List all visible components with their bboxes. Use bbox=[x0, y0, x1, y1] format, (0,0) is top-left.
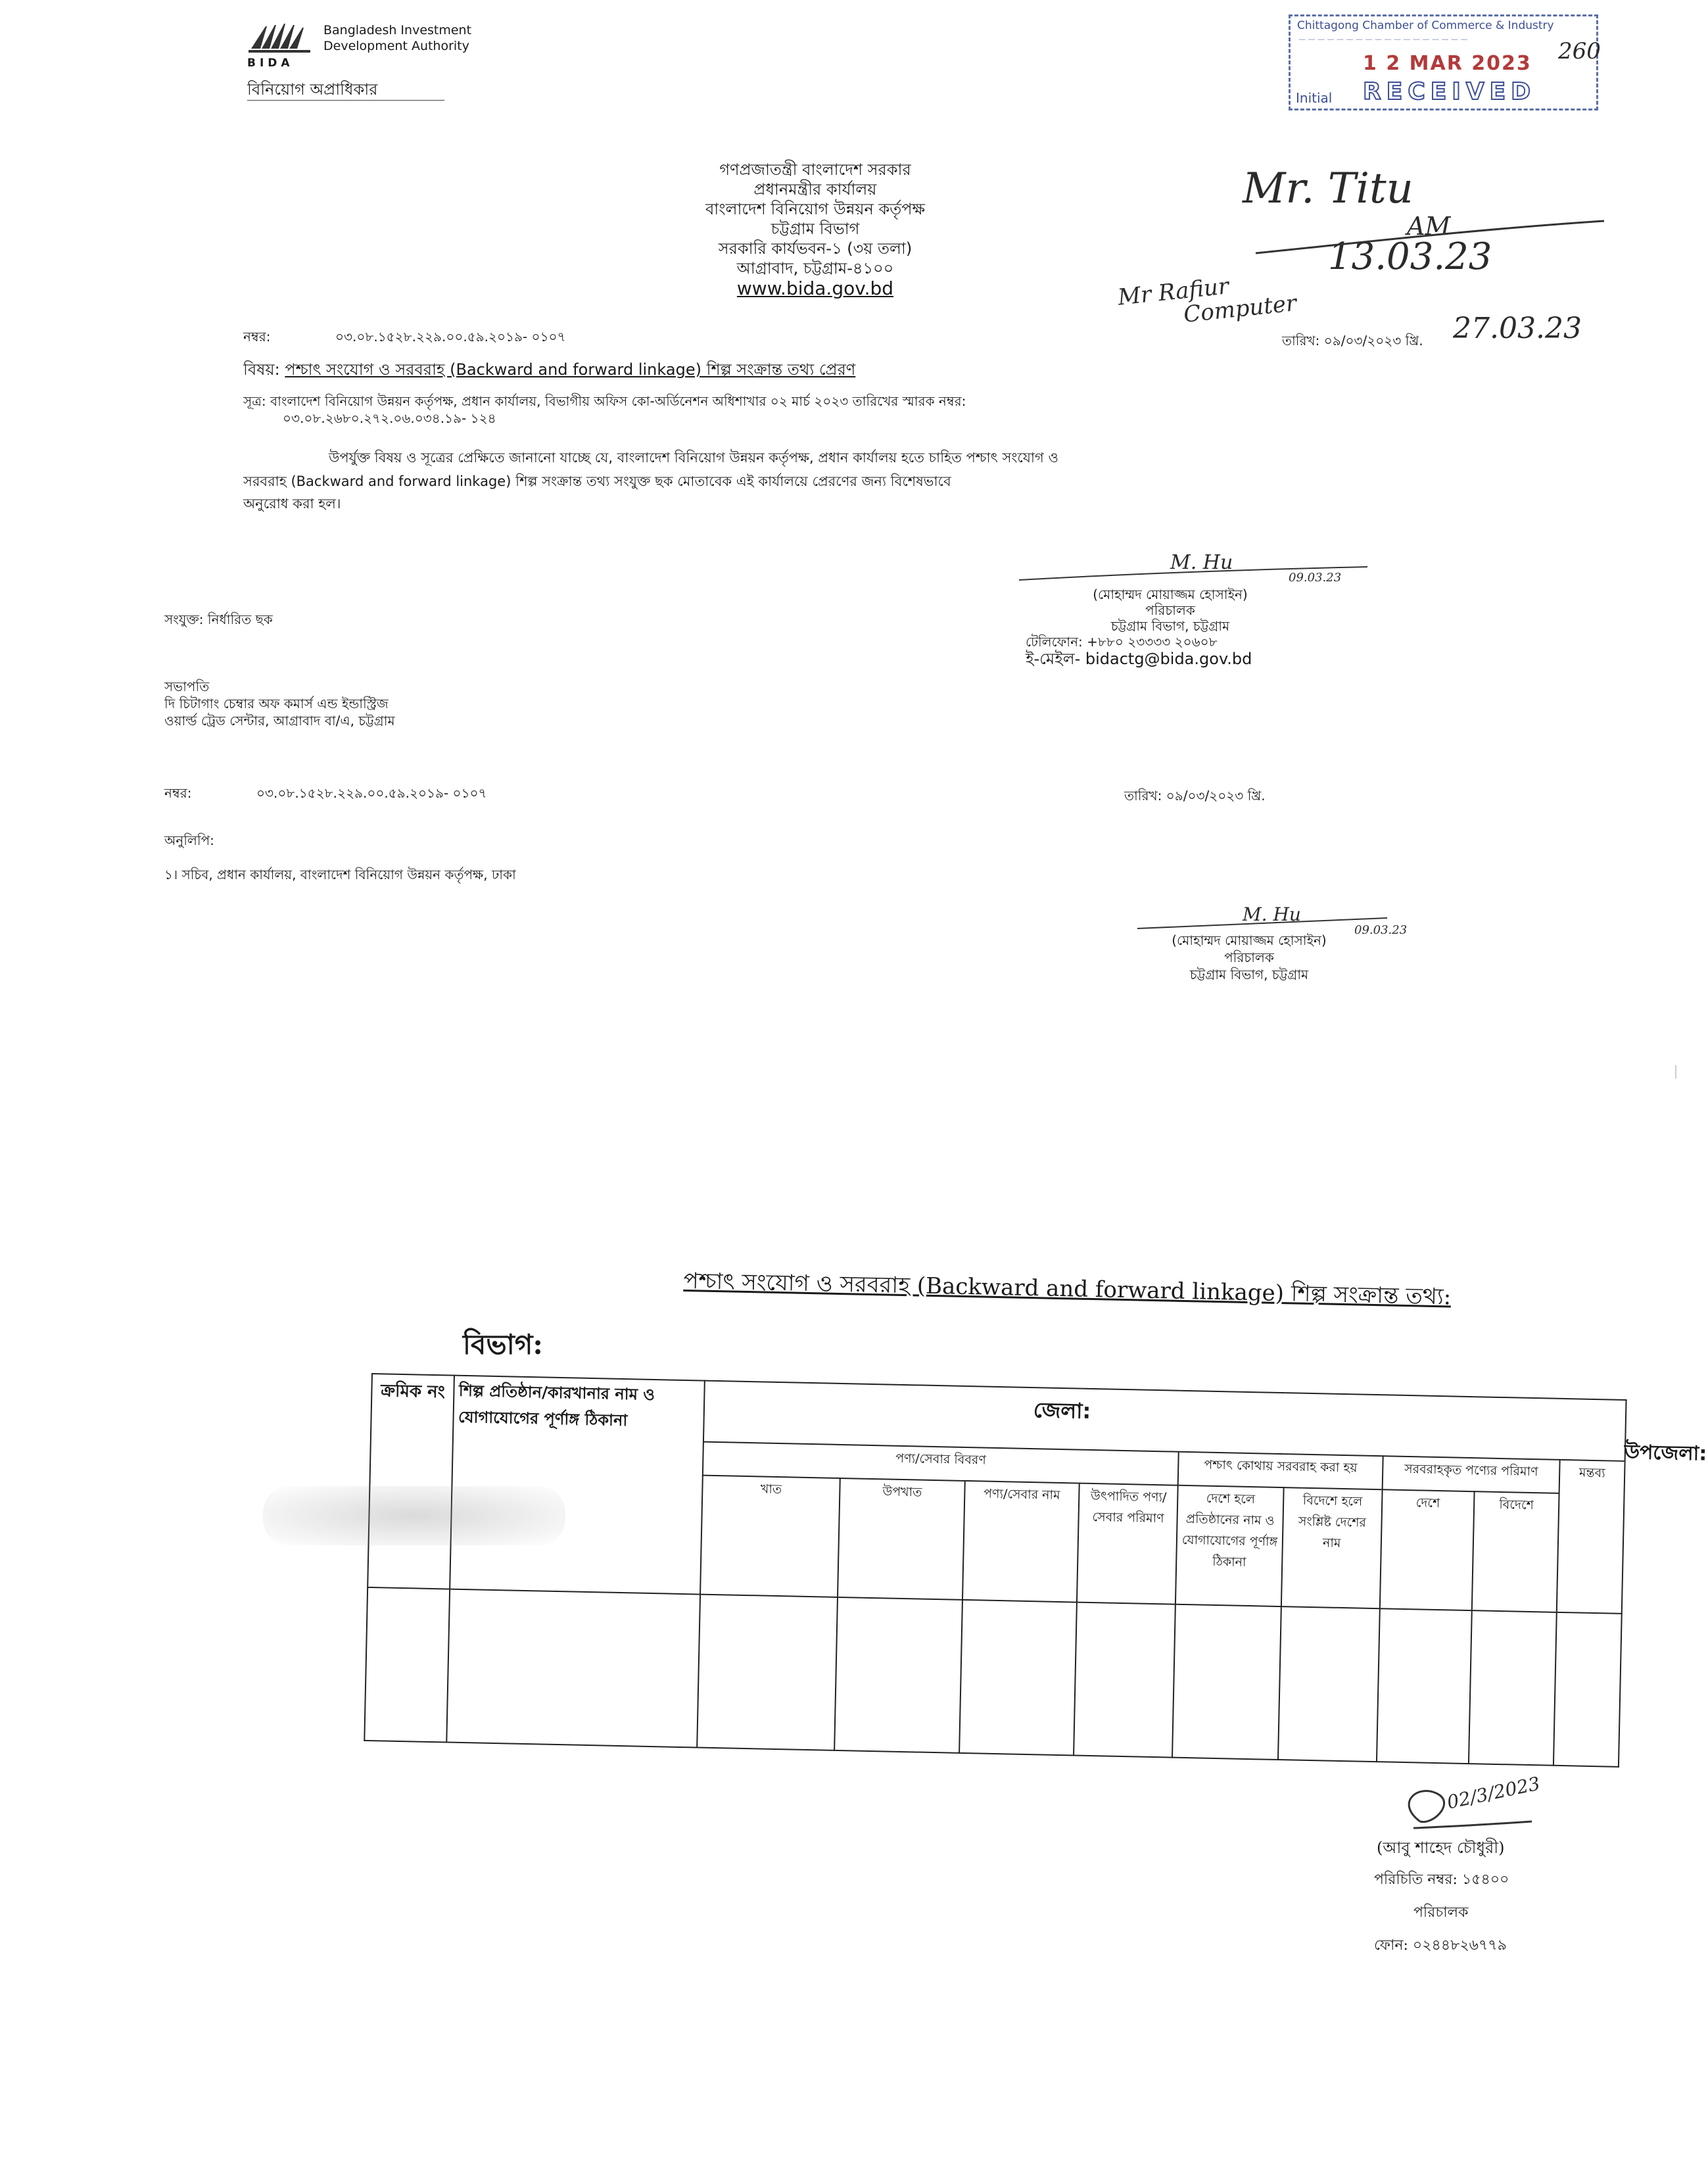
copy-label: অনুলিপি: bbox=[164, 832, 214, 848]
stamp-date: 1 2 MAR 2023 bbox=[1363, 52, 1532, 75]
col-qty-domestic-header: দেশে bbox=[1380, 1489, 1475, 1610]
header-line-5: সরকারি কার্যভবন-১ (৩য় তলা) bbox=[718, 239, 913, 258]
handwritten-date-1: 13.03.23 bbox=[1328, 235, 1492, 278]
signature-1-name: (মোহাম্মদ মোয়াজ্জম হোসাইন) bbox=[1093, 587, 1248, 602]
col-establishment-header: শিল্প প্রতিষ্ঠান/কারখানার নাম ও যোগাযোগের পূর্ণাঙ্গ ঠিকানা bbox=[450, 1376, 705, 1595]
handwritten-name-1: Mr. Titu bbox=[1243, 164, 1413, 213]
reference-line-2: ০৩.০৮.২৬৮০.২৭২.০৬.০৩৪.১৯- ১২৪ bbox=[283, 410, 496, 426]
form-cell[interactable] bbox=[447, 1589, 700, 1747]
col-remarks-header: মন্তব্য bbox=[1557, 1460, 1625, 1613]
bida-logo-icon bbox=[247, 22, 312, 55]
col-domestic-header: দেশে হলে প্রতিষ্ঠানের নাম ও যোগাযোগের পূর্ণাঙ্গ ঠিকানা bbox=[1175, 1485, 1283, 1606]
form-cell[interactable] bbox=[1172, 1604, 1281, 1760]
subject-text: পশ্চাৎ সংযোগ ও সরবরাহ (Backward and forward linkage) শিল্প সংক্রান্ত তথ্য প্রেরণ bbox=[285, 360, 856, 379]
handwritten-date-2: 27.03.23 bbox=[1453, 312, 1582, 345]
signature-2-scribble: M. Hu bbox=[1243, 904, 1301, 925]
signature-2-office: চট্টগ্রাম বিভাগ, চট্টগ্রাম bbox=[1189, 967, 1309, 982]
memo-date: তারিখ: ০৯/০৩/২০২৩ খ্রি. bbox=[1282, 333, 1423, 349]
signature-1-email[interactable]: ই-মেইল- bidactg@bida.gov.bd bbox=[1026, 650, 1252, 668]
memo2-number: ০৩.০৮.১৫২৮.২২৯.০০.৫৯.২০১৯- ০১০৭ bbox=[256, 785, 487, 801]
handwritten-name-2: Mr Rafiur bbox=[1116, 273, 1230, 311]
form-title: পশ্চাৎ সংযোগ ও সরবরাহ (Backward and forward linkage) শিল্প সংক্রান্ত তথ্য: bbox=[683, 1268, 1452, 1311]
attachment-note: সংযুক্ত: নির্ধারিত ছক bbox=[164, 612, 273, 627]
stamp-org: Chittagong Chamber of Commerce & Industry bbox=[1297, 19, 1554, 32]
col-subtype-header: উপখাত bbox=[838, 1478, 964, 1599]
stamp-initial: Initial bbox=[1296, 90, 1333, 106]
memo-number: ০৩.০৮.১৫২৮.২২৯.০০.৫৯.২০১৯- ০১০৭ bbox=[335, 329, 566, 345]
website-link[interactable]: www.bida.gov.bd bbox=[736, 277, 894, 299]
signature-3-date: 02/3/2023 bbox=[1445, 1772, 1542, 1814]
memo2-number-label: নম্বর: bbox=[164, 785, 192, 801]
col-quantity-group-header: সরবরাহকৃত পণ্যের পরিমাণ bbox=[1382, 1457, 1559, 1493]
col-product-details-header: পণ্য/সেবার বিবরণ bbox=[703, 1442, 1179, 1485]
col-product-name-header: পণ্য/সেবার নাম bbox=[962, 1481, 1079, 1602]
linkage-form-table bbox=[364, 1373, 1707, 1768]
subtitle-underline bbox=[247, 100, 444, 101]
logo-org-line1: Bangladesh Investment bbox=[323, 23, 472, 37]
logo-abbr: BIDA bbox=[247, 57, 294, 70]
signature-3-phone: ফোন: ০২৪৪৮২৬৭৭৯ bbox=[1374, 1937, 1507, 1954]
handwritten-strike-line bbox=[1249, 217, 1617, 270]
signature-1-scribble: M. Hu bbox=[1170, 551, 1233, 574]
header-line-2: প্রধানমন্ত্রীর কার্যালয় bbox=[753, 180, 877, 199]
body-line-1: উপর্যুক্ত বিষয় ও সূত্রের প্রেক্ষিতে জানানো যাচ্ছে যে, বাংলাদেশ বিনিয়োগ উন্নয়ন কর্তৃপক্ষ, প্রধান কার্যালয় হতে চাহিত পশ্চাৎ সংযোগ ও bbox=[329, 450, 1058, 466]
signature-1-office: চট্টগ্রাম বিভাগ, চট্টগ্রাম bbox=[1110, 618, 1230, 634]
form-cell[interactable] bbox=[1469, 1610, 1557, 1766]
col-supply-group-header: পশ্চাৎ কোথায় সরবরাহ করা হয় bbox=[1178, 1452, 1383, 1489]
handwritten-initials: AM bbox=[1407, 212, 1451, 241]
signature-2-date: 09.03.23 bbox=[1354, 923, 1408, 937]
signature-3-name: (আবু শাহেদ চৌধুরী) bbox=[1377, 1839, 1505, 1857]
stamp-org-sub: — — — — — — — — — — — — — — — — — — bbox=[1298, 35, 1468, 43]
header-line-4: চট্টগ্রাম বিভাগ bbox=[771, 220, 860, 238]
signature-1-title: পরিচালক bbox=[1145, 602, 1195, 618]
subject bbox=[243, 360, 855, 379]
recipient-line-3: ওয়ার্ল্ড ট্রেড সেন্টার, আগ্রাবাদ বা/এ, চট্টগ্রাম bbox=[164, 713, 395, 729]
header-line-6: আগ্রাবাদ, চট্টগ্রাম-৪১০০ bbox=[736, 259, 894, 277]
logo-org-name bbox=[323, 22, 471, 54]
form-cell[interactable] bbox=[835, 1597, 962, 1753]
form-cell[interactable] bbox=[364, 1587, 450, 1743]
recipient-line-1: সভাপতি bbox=[164, 679, 210, 694]
received-stamp bbox=[1289, 14, 1598, 110]
stamp-serial-handwritten: 260 bbox=[1558, 38, 1601, 64]
form-cell[interactable] bbox=[1278, 1606, 1380, 1762]
form-empty-row[interactable] bbox=[364, 1587, 1621, 1767]
scan-edge-mark bbox=[1675, 1065, 1676, 1078]
form-cell[interactable] bbox=[1554, 1612, 1622, 1766]
col-foreign-header: বিদেশে হলে সংশ্লিষ্ট দেশের নাম bbox=[1281, 1487, 1383, 1608]
logo-org-line2: Development Authority bbox=[323, 39, 469, 53]
reference-line-1: সূত্র: বাংলাদেশ বিনিয়োগ উন্নয়ন কর্তৃপক্ষ, প্রধান কার্যালয়, বিভাগীয় অফিস কো-অর্ডিনেশন অধিশাখার ০২ মার্চ ২০২৩ তারিখের স্মারক নম্বর: bbox=[243, 393, 966, 409]
form-cell[interactable] bbox=[697, 1594, 838, 1750]
form-district-label: জেলা: bbox=[1033, 1397, 1091, 1424]
signature-2-title: পরিচালক bbox=[1224, 950, 1274, 965]
form-upazila-label: উপজেলা: bbox=[1624, 1440, 1707, 1466]
recipient-line-2: দি চিটাগাং চেম্বার অফ কমার্স এন্ড ইন্ডাস্ট্রিজ bbox=[164, 696, 389, 711]
col-produced-quantity-header: উৎপাদিত পণ্য/সেবার পরিমাণ bbox=[1077, 1483, 1178, 1604]
handwritten-word-2: Computer bbox=[1182, 290, 1298, 328]
stamp-received: RECEIVED bbox=[1363, 78, 1536, 105]
header-line-3: বাংলাদেশ বিনিয়োগ উন্নয়ন কর্তৃপক্ষ bbox=[705, 200, 926, 218]
signature-1-phone: টেলিফোন: +৮৮০ ২৩৩৩৩ ২০৬০৮ bbox=[1026, 634, 1218, 650]
subject-label: বিষয়: bbox=[243, 360, 280, 379]
signature-2-name: (মোহাম্মদ মোয়াজ্জম হোসাইন) bbox=[1172, 932, 1327, 948]
signature-1-date: 09.03.23 bbox=[1289, 571, 1342, 585]
subtitle-bn: বিনিয়োগ অপ্রাধিকার bbox=[247, 80, 378, 99]
form-cell[interactable] bbox=[1377, 1608, 1472, 1764]
signature-3-id: পরিচিতি নম্বর: ১৫৪০০ bbox=[1374, 1871, 1509, 1888]
memo2-date: তারিখ: ০৯/০৩/২০২৩ খ্রি. bbox=[1124, 788, 1266, 804]
scan-smudge bbox=[263, 1486, 565, 1545]
copy-item-1: ১। সচিব, প্রধান কার্যালয়, বাংলাদেশ বিনিয়োগ উন্নয়ন কর্তৃপক্ষ, ঢাকা bbox=[164, 867, 516, 882]
col-type-header: খাত bbox=[700, 1476, 840, 1597]
body-line-2: সরবরাহ (Backward and forward linkage) শিল্প সংক্রান্ত তথ্য সংযুক্ত ছক মোতাবেক এই কার্যালয়ে প্রেরণের জন্য বিশেষভাবে bbox=[243, 473, 951, 489]
form-cell[interactable] bbox=[1074, 1602, 1175, 1757]
form-division-label: বিভাগ: bbox=[463, 1328, 543, 1361]
signature-3-title: পরিচালক bbox=[1413, 1904, 1469, 1921]
memo-number-label: নম্বর: bbox=[243, 329, 271, 345]
body-line-3: অনুরোধ করা হল। bbox=[243, 496, 341, 512]
col-qty-foreign-header: বিদেশে bbox=[1471, 1491, 1559, 1612]
form-cell[interactable] bbox=[959, 1600, 1078, 1756]
col-serial-header: ক্রমিক নং bbox=[368, 1374, 454, 1589]
header-line-1: গণপ্রজাতন্ত্রী বাংলাদেশ সরকার bbox=[719, 160, 911, 179]
